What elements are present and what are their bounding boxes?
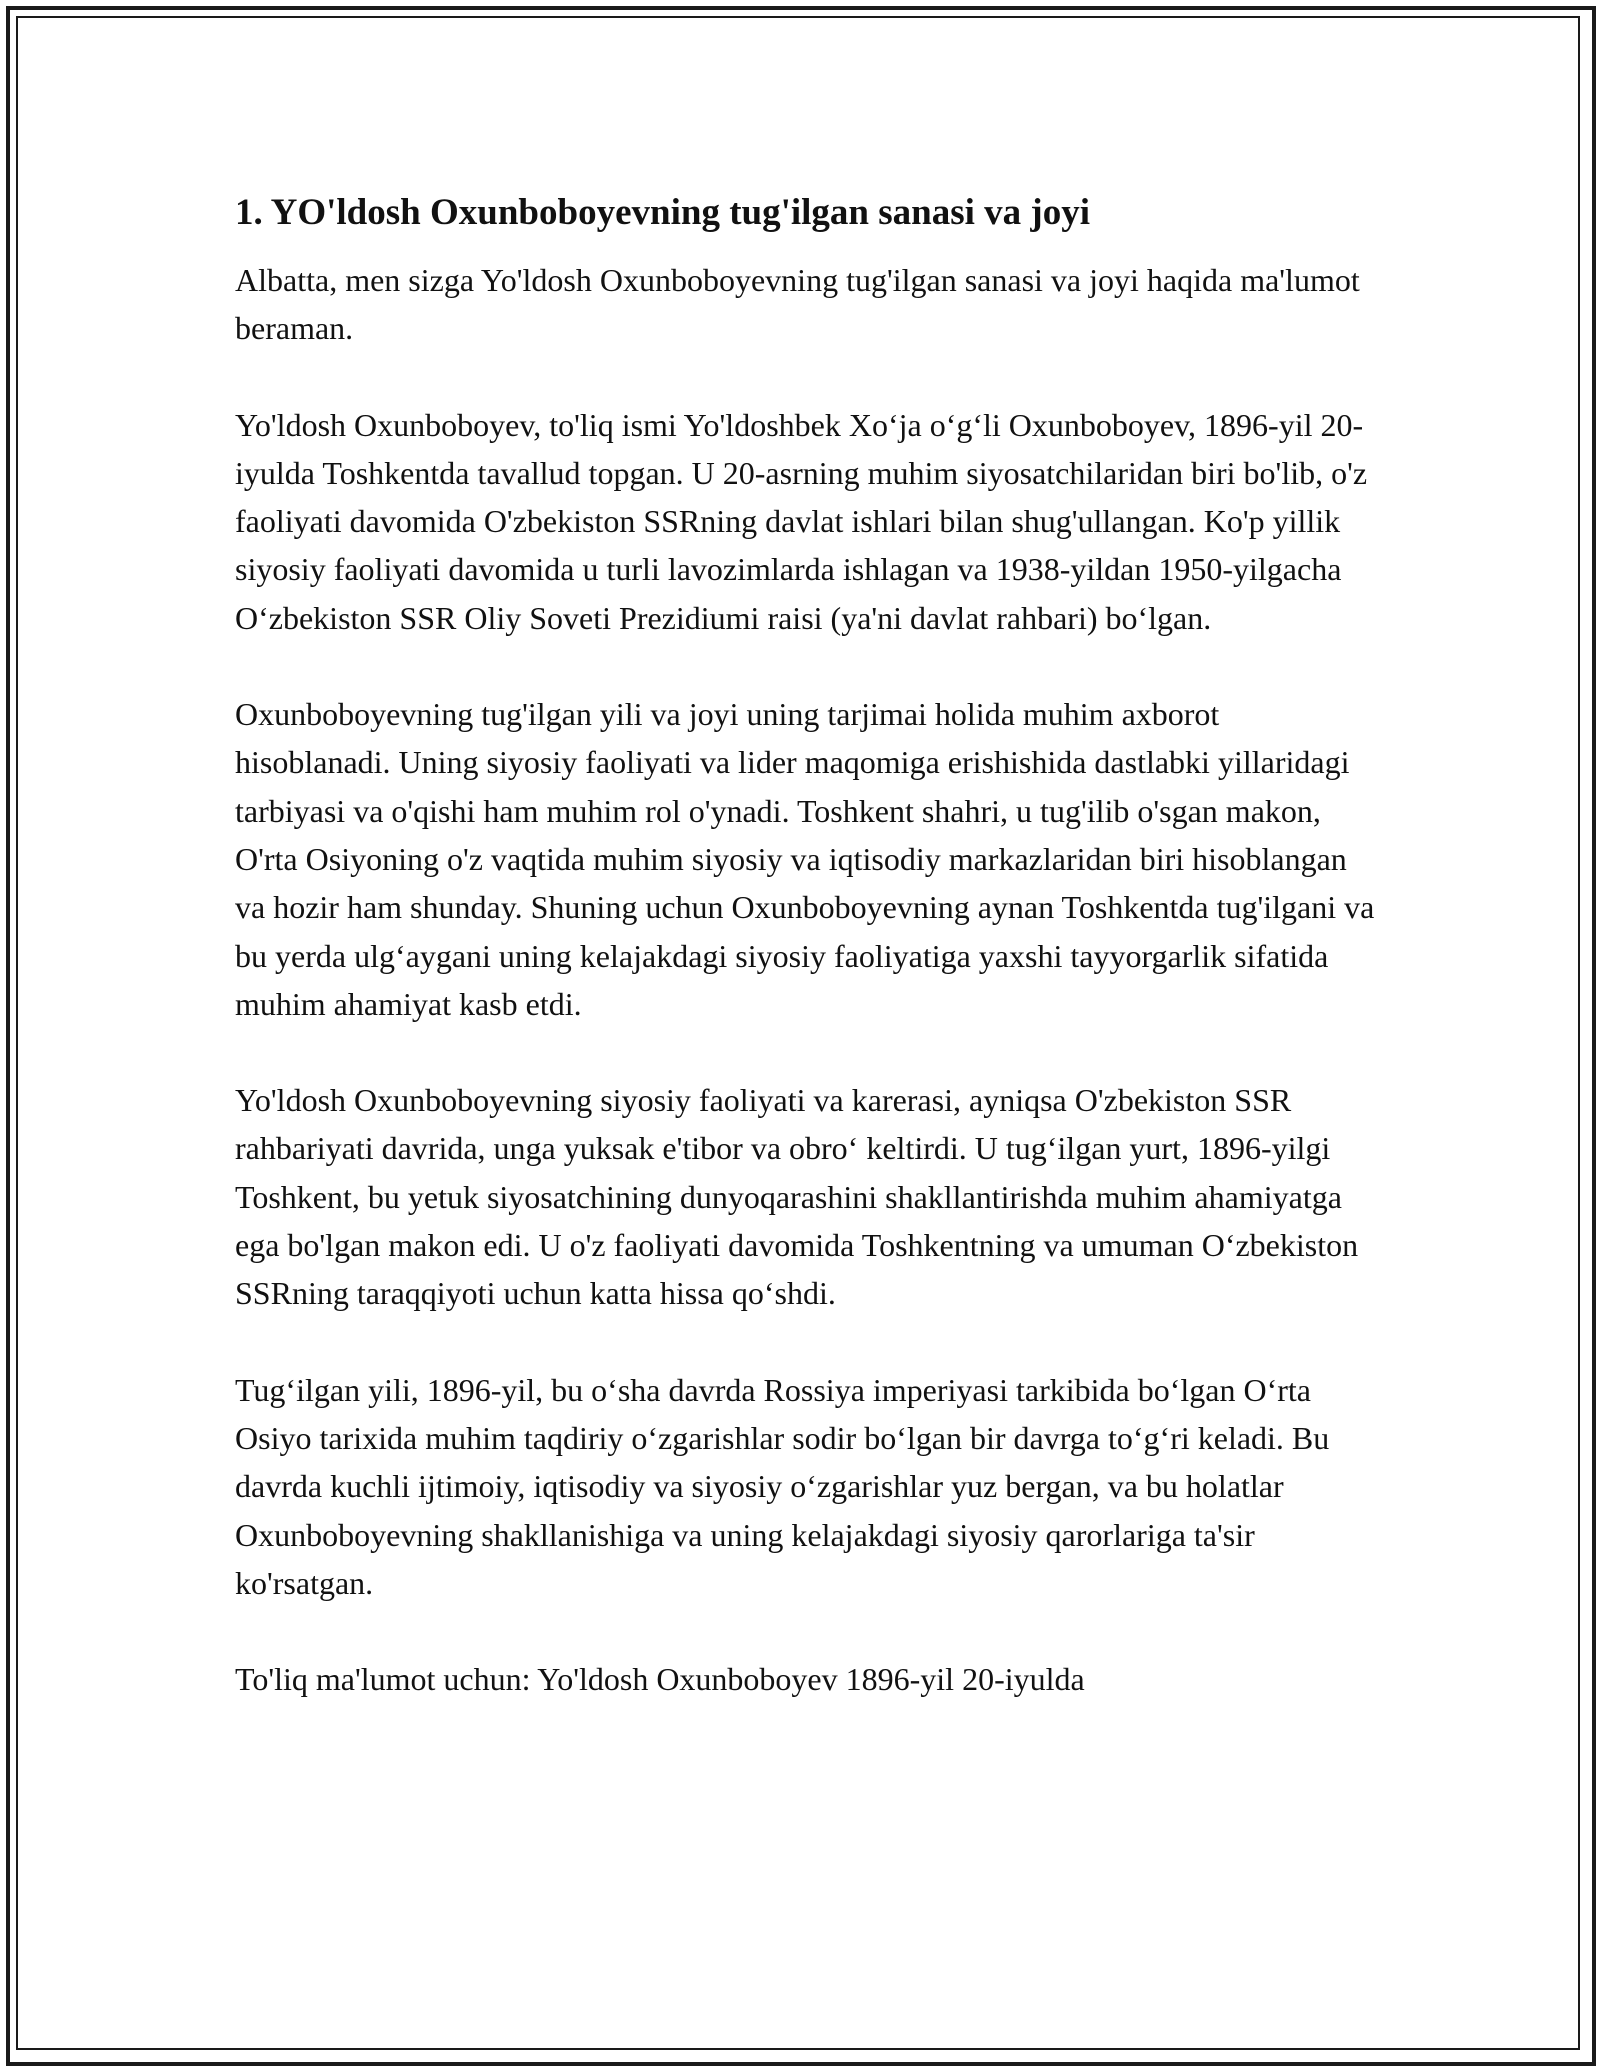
section-heading: 1. YO'ldosh Oxunboboyevning tug'ilgan sanasi va joyi	[235, 192, 1091, 233]
paragraph-intro: Albatta, men sizga Yo'ldosh Oxunboboyevning tug'ilgan sanasi va joyi haqida ma'lumot beraman.	[235, 262, 1360, 347]
document-body	[235, 188, 1380, 1703]
paragraph-historical-context: Tug‘ilgan yili, 1896-yil, bu o‘sha davrda Rossiya imperiyasi tarkibida bo‘lgan O‘rta Osiyo tarixida muhim taqdiriy o‘zgarishlar sodir bo‘lgan bir davrga to‘g‘ri keladi. Bu davrda kuchli ijtimoiy, iqtisodiy va siyosiy o‘zgarishlar yuz bergan, va bu holatlar Oxunboboyevning shakllanishiga va uning kelajakdagi siyosiy qarorlariga ta'sir ko'rsatgan.	[235, 1371, 1330, 1601]
paragraph-summary: To'liq ma'lumot uchun: Yo'ldosh Oxunboboyev 1896-yil 20-iyulda	[235, 1661, 1085, 1698]
paragraph-birthplace-significance: Oxunboboyevning tug'ilgan yili va joyi uning tarjimai holida muhim axborot hisoblanadi. Uning siyosiy faoliyati va lider maqomiga erishishida dastlabki yillaridagi tarbiyasi va o'qishi ham muhim rol o'ynadi. Toshkent shahri, u tug'ilib o'sgan makon, O'rta Osiyoning o'z vaqtida muhim siyosiy va iqtisodiy markazlaridan biri hisoblangan va hozir ham shunday. Shuning uchun Oxunboboyevning aynan Toshkentda tug'ilgani va bu yerda ulg‘aygani uning kelajakdagi siyosiy faoliyatiga yaxshi tayyorgarlik sifatida muhim ahamiyat kasb etdi.	[235, 696, 1375, 1022]
paragraph-biography: Yo'ldosh Oxunboboyev, to'liq ismi Yo'ldoshbek Xo‘ja o‘g‘li Oxunboboyev, 1896-yil 20-iyulda Toshkentda tavallud topgan. U 20-asrning muhim siyosatchilaridan biri bo'lib, o'z faoliyati davomida O'zbekiston SSRning davlat ishlari bilan shug'ullangan. Ko'p yillik siyosiy faoliyati davomida u turli lavozimlarda ishlagan va 1938-yildan 1950-yilgacha O‘zbekiston SSR Oliy Soveti Prezidiumi raisi (ya'ni davlat rahbari) bo‘lgan.	[235, 406, 1368, 636]
paragraph-career: Yo'ldosh Oxunboboyevning siyosiy faoliyati va karerasi, ayniqsa O'zbekiston SSR rahbariyati davrida, unga yuksak e'tibor va obro‘ keltirdi. U tug‘ilgan yurt, 1896-yilgi Toshkent, bu yetuk siyosatchining dunyoqarashini shakllantirishda muhim ahamiyatga ega bo'lgan makon edi. U o'z faoliyati davomida Toshkentning va umuman O‘zbekiston SSRning taraqqiyoti uchun katta hissa qo‘shdi.	[235, 1082, 1359, 1312]
